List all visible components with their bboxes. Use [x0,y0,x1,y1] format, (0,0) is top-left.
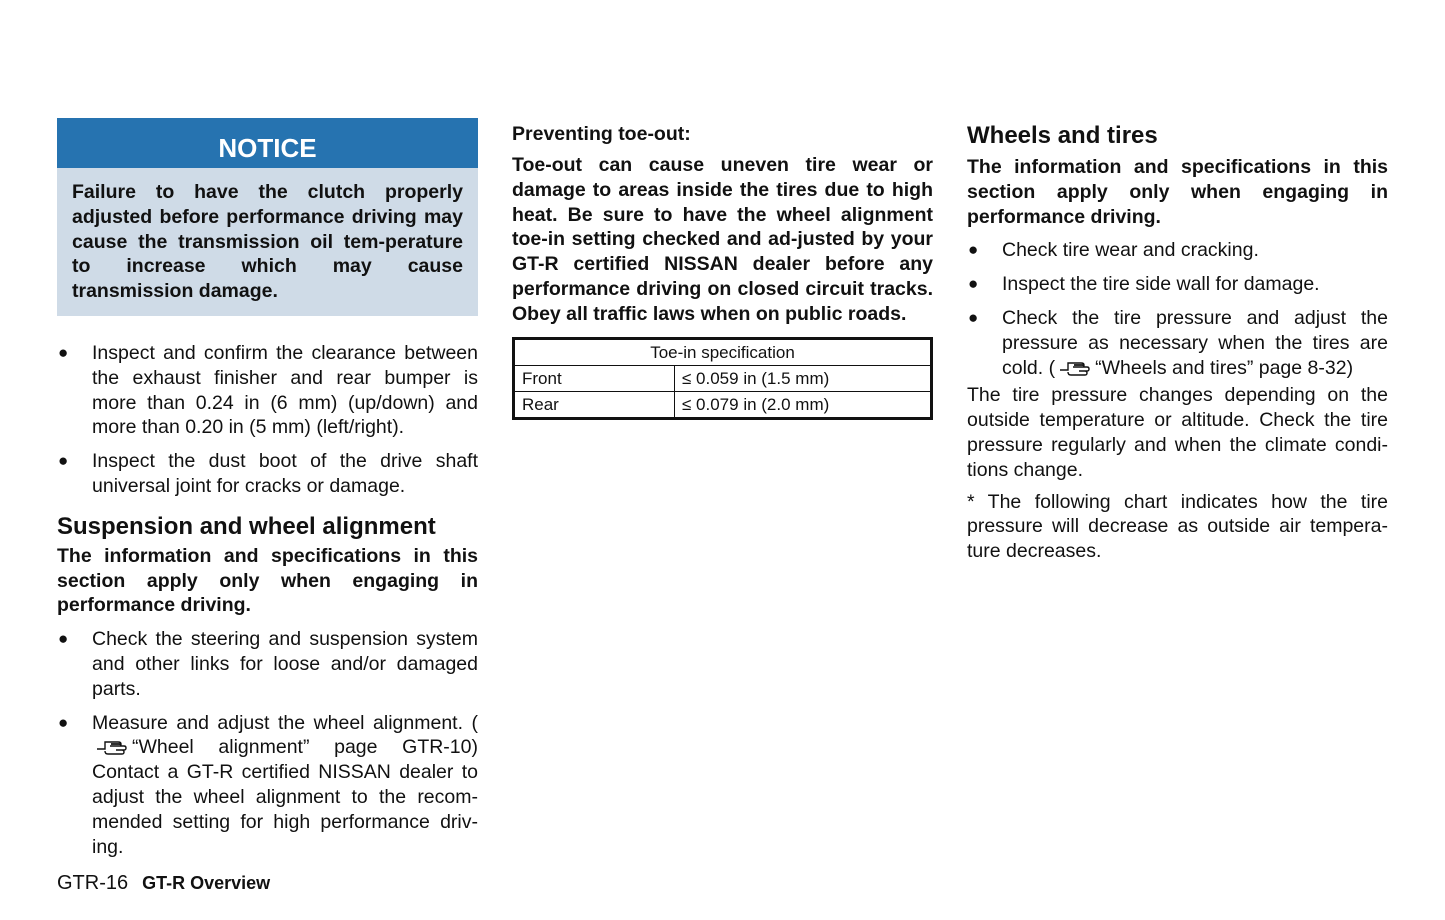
table-row [514,365,932,391]
tire-pressure-paragraph: The tire pressure changes depending on the outside temperature or altitude. Check the tire pressure regularly and when the climate condi-tions change. [967,384,1388,481]
table-header-row [514,338,932,365]
bullet-icon: ● [58,629,69,649]
page-number: GTR-16 [57,872,129,894]
notice-box [57,118,478,316]
table-cell-value: ≤ 0.059 in (1.5 mm) [675,365,932,391]
notice-text: Failure to have the clutch properly adjusted before performance driving may cause the transmission oil tem-perature to increase which may cause transmission damage. [72,181,463,303]
bullet-icon: ● [968,307,979,327]
subheading-toe-out: Preventing toe-out: [512,123,691,145]
suspension-list [57,627,478,859]
list-item-text: Check the steering and suspension system and other links for loose and/or damaged parts. [92,628,478,700]
reference-link-wheels-tires[interactable]: “Wheels and tires” page 8-32) [1095,356,1354,379]
column-right [967,122,1388,564]
list-item [967,272,1388,297]
bullet-icon: ● [58,712,69,732]
wheels-list [967,238,1388,380]
page-footer [57,872,270,895]
list-item-text: Contact a GT-R certified NISSAN dealer to adjust the wheel alignment to the recom-mended setting for high performance driv-ing. [92,761,478,858]
column-left [57,118,478,868]
list-item [57,341,478,440]
reference-hand-icon [96,738,128,755]
list-item-text: Inspect the dust boot of the drive shaft universal joint for cracks or damage. [92,450,478,497]
toe-out-warning-text: Toe-out can cause uneven tire wear or damage to areas inside the tires due to high heat. Be sure to have the wheel alignment toe-in setting checked and ad-justed by your GT-R certified NISSAN dealer before any performance driving on closed circuit tracks. Obey all traffic laws when on public roads. [512,154,933,325]
notice-title: NOTICE [57,118,478,168]
list-item [967,306,1388,380]
list-item-text: Inspect and confirm the clearance between the exhaust finisher and rear bumper is more than 0.24 in (6 mm) (up/down) and more than 0.20 in (5 mm) (left/right). [92,341,478,439]
bullet-icon: ● [58,342,69,362]
list-item [57,449,478,499]
reference-hand-icon [1059,359,1091,376]
list-item [57,627,478,701]
table-row [514,391,932,418]
chart-note-paragraph: * The following chart indicates how the tire pressure will decrease as outside air tempera-ture decreases. [967,490,1388,563]
bullet-icon: ● [968,240,979,260]
section-intro-suspension: The information and specifications in this section apply only when engaging in performance driving. [57,544,478,617]
reference-link-wheel-alignment[interactable]: “Wheel alignment” page GTR-10) [132,736,478,759]
toe-in-spec-table [512,337,933,420]
section-heading-wheels: Wheels and tires [967,122,1158,149]
list-item-text: Measure and adjust the wheel alignment. ( [92,711,478,734]
footer-section-title: GT-R Overview [142,873,271,893]
table-cell-label: Front [514,365,675,391]
list-item-text: Check tire wear and cracking. [1002,239,1259,262]
inspection-list [57,341,478,499]
list-item-text: Check the tire pressure and adjust the pressure as necessary when the tires are cold. ( [1002,306,1388,379]
bullet-icon: ● [58,451,69,471]
section-heading-suspension: Suspension and wheel alignment [57,512,436,540]
column-middle [512,122,933,420]
list-item-text: Inspect the tire side wall for damage. [1002,273,1320,296]
table-title: Toe-in specification [514,338,932,365]
list-item [57,711,478,860]
section-intro-wheels: The information and specifications in this section apply only when engaging in performance driving. [967,156,1388,228]
list-item [967,238,1388,263]
table-cell-value: ≤ 0.079 in (2.0 mm) [675,391,932,418]
bullet-icon: ● [968,274,979,294]
table-cell-label: Rear [514,391,675,418]
